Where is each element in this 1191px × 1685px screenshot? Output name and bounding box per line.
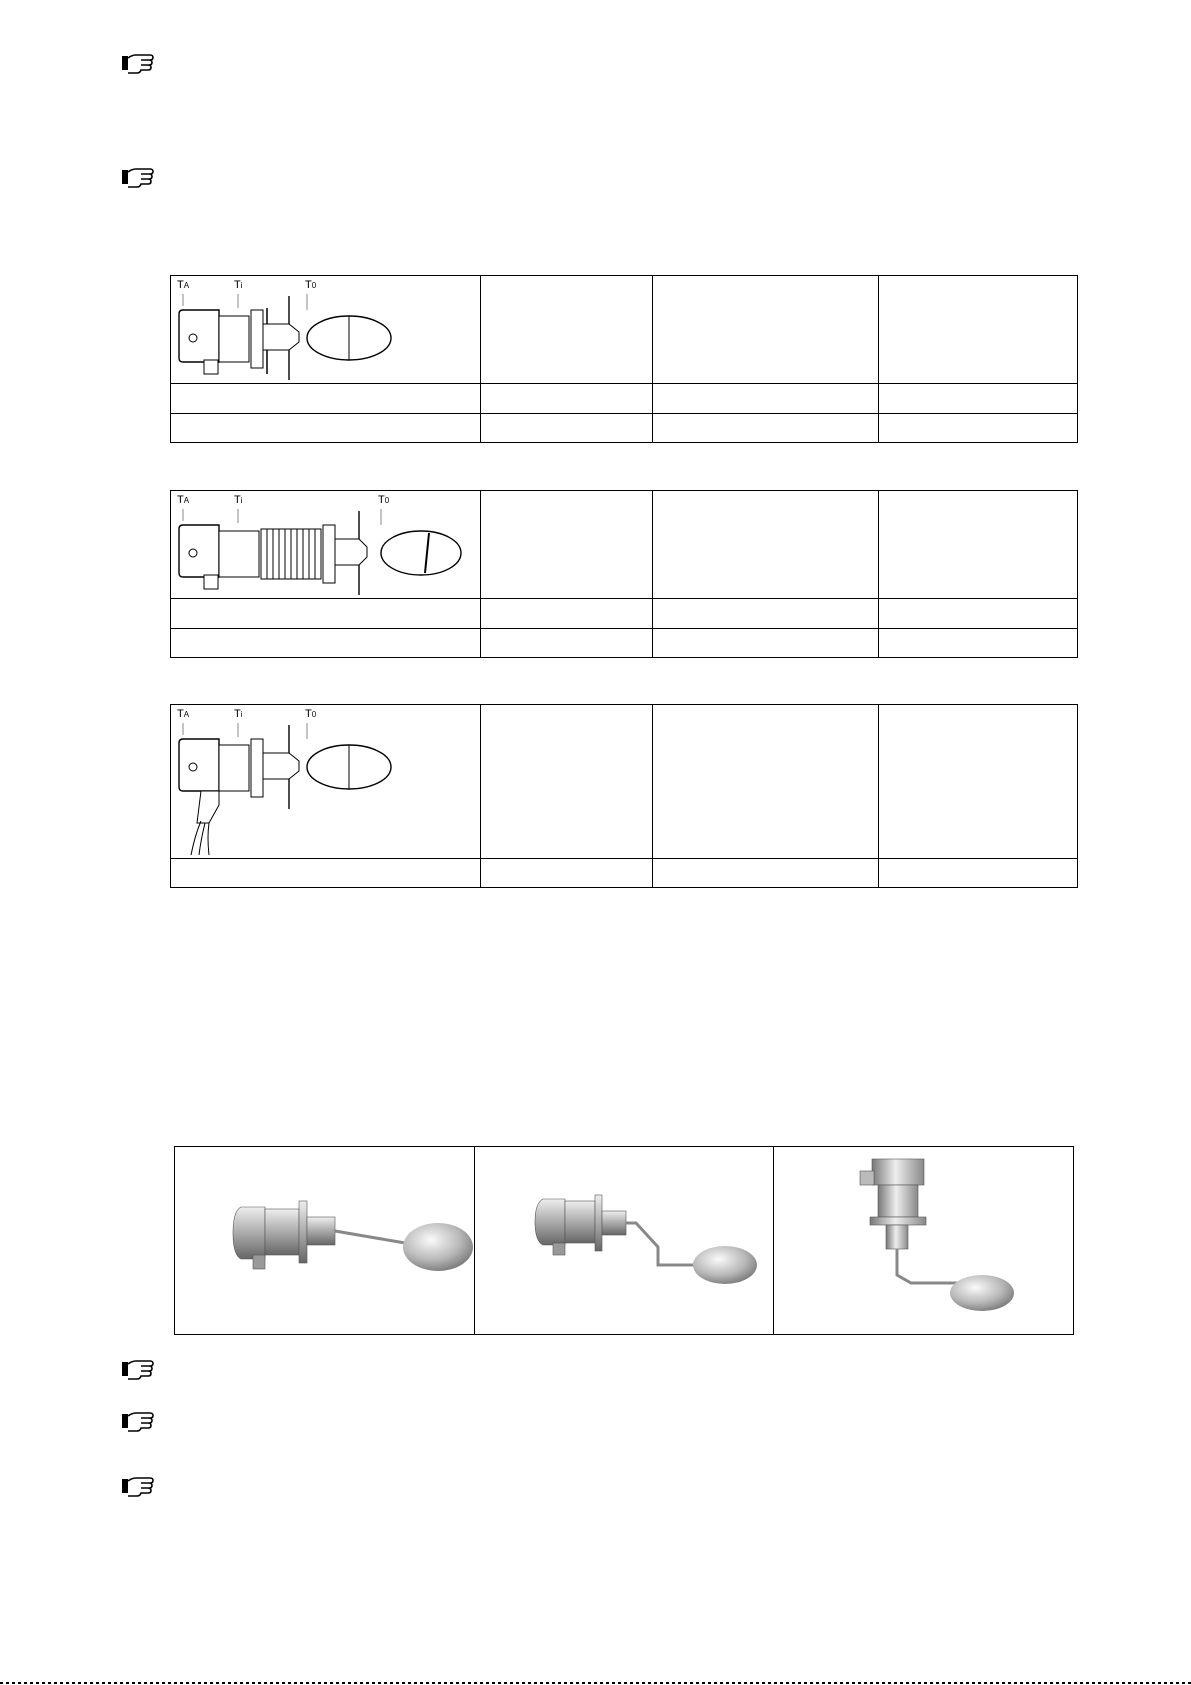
product-photo-cell xyxy=(774,1147,1074,1335)
product-photo-table xyxy=(174,1146,1074,1335)
spec-cell xyxy=(879,384,1078,414)
bent-rod-float-switch-image xyxy=(475,1147,774,1334)
switch-diagram-cell xyxy=(171,705,481,859)
spec-cell xyxy=(653,629,879,658)
spec-cell xyxy=(879,414,1078,443)
spec-table-1 xyxy=(170,275,1078,443)
spec-cell xyxy=(653,414,879,443)
spec-cell xyxy=(879,859,1078,888)
spec-cell xyxy=(879,629,1078,658)
outer-temp-label: T0 xyxy=(305,708,317,720)
float-switch-cable-diagram xyxy=(171,705,471,857)
spec-cell xyxy=(481,276,653,384)
outer-temp-label: T0 xyxy=(305,279,317,291)
ambient-temp-label: TA xyxy=(177,279,190,291)
spec-cell xyxy=(879,276,1078,384)
spec-cell xyxy=(481,859,653,888)
inner-temp-label: Ti xyxy=(234,708,243,720)
page-bottom-border xyxy=(0,1682,1191,1684)
ambient-temp-label: TA xyxy=(177,708,190,720)
spec-cell xyxy=(481,629,653,658)
pointing-hand-icon xyxy=(121,52,161,74)
switch-diagram-cell xyxy=(171,491,481,599)
spec-table-2 xyxy=(170,490,1078,658)
spec-cell xyxy=(653,491,879,599)
spec-cell xyxy=(171,384,481,414)
switch-diagram-cell xyxy=(171,276,481,384)
product-photo-cell xyxy=(474,1147,774,1335)
spec-cell xyxy=(171,859,481,888)
spec-cell xyxy=(481,414,653,443)
spec-cell xyxy=(481,384,653,414)
outer-temp-label: T0 xyxy=(378,494,390,506)
spec-cell xyxy=(171,414,481,443)
product-photo-cell xyxy=(175,1147,475,1335)
spec-table-3 xyxy=(170,704,1078,888)
inner-temp-label: Ti xyxy=(234,279,243,291)
pointing-hand-icon xyxy=(121,1410,161,1432)
spec-cell xyxy=(171,599,481,629)
pointing-hand-icon xyxy=(121,1475,161,1497)
spec-cell xyxy=(653,276,879,384)
spec-cell xyxy=(481,491,653,599)
ambient-temp-label: TA xyxy=(177,494,190,506)
spec-cell xyxy=(481,599,653,629)
pointing-hand-icon xyxy=(121,1358,161,1380)
spec-cell xyxy=(653,705,879,859)
spec-cell xyxy=(171,629,481,658)
spec-cell xyxy=(879,599,1078,629)
vertical-float-switch-image xyxy=(774,1147,1073,1334)
spec-cell xyxy=(481,705,653,859)
spec-cell xyxy=(653,599,879,629)
spec-cell xyxy=(879,491,1078,599)
float-switch-extended-diagram xyxy=(171,491,481,597)
spec-cell xyxy=(653,384,879,414)
spec-cell xyxy=(653,859,879,888)
pointing-hand-icon xyxy=(121,166,161,188)
straight-rod-float-switch-image xyxy=(175,1147,474,1334)
float-switch-diagram xyxy=(171,276,471,382)
inner-temp-label: Ti xyxy=(234,494,243,506)
spec-cell xyxy=(879,705,1078,859)
